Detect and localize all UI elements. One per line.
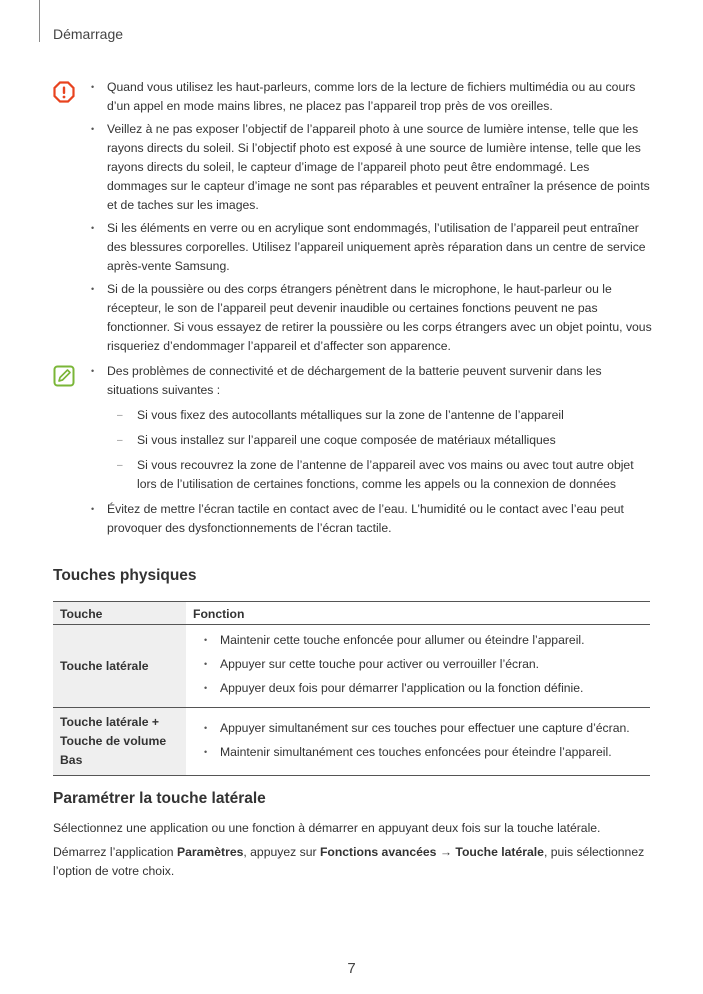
- caution-item: • Quand vous utilisez les haut-parleurs, comme lors de la lecture de fichiers multimédia ou au cours d’un appel en mode mains libres, ne placez pas l’appareil trop près de vos oreilles.: [107, 78, 653, 116]
- side-key-paragraph-2: [53, 843, 653, 881]
- side-key-heading: Paramétrer la touche latérale: [53, 790, 266, 807]
- section-title: Démarrage: [53, 26, 124, 42]
- para-text: Démarrez l’application: [53, 845, 177, 859]
- table-header-row: [53, 602, 650, 625]
- caution-list: [53, 78, 653, 356]
- para-text: , puis sélectionnez l’option de votre choix.: [53, 845, 645, 878]
- page-number: 7: [347, 960, 356, 977]
- menu-path-advanced: Fonctions avancées: [319, 845, 437, 859]
- caution-item: • Si de la poussière ou des corps étrangers pénètrent dans le microphone, le haut-parleur ou le récepteur, le son de l’appareil peut devenir inaudible ou certaines fonctions peuvent ne pas fonctionner. Si vous essayez de retirer la poussière ou les corps étrangers avec un objet pointu, vous risqueriez d’endommager l’appareil et d’affecter son apparence.: [107, 280, 653, 356]
- note-block: [53, 362, 653, 538]
- notes-area: [53, 78, 653, 542]
- function-item: • Maintenir simultanément ces touches enfoncées pour éteindre l’appareil.: [220, 743, 650, 762]
- function-cell: [186, 625, 650, 708]
- function-item: • Appuyer simultanément sur ces touches pour effectuer une capture d’écran.: [220, 719, 650, 738]
- key-cell: Touche latérale + Touche de volume Bas: [53, 708, 186, 776]
- note-subitem: – Si vous recouvrez la zone de l’antenne de l’appareil avec vos mains ou avec tout autre objet lors de l’utilisation de certaines fonctions, comme les appels ou la connexion de données: [137, 456, 653, 494]
- side-key-paragraph-1: Sélectionnez une application ou une fonction à démarrer en appuyant deux fois sur la touche latérale.: [53, 821, 601, 835]
- keys-table: [53, 601, 650, 776]
- keys-heading: Touches physiques: [53, 567, 197, 584]
- caution-item: • Si les éléments en verre ou en acrylique sont endommagés, l’utilisation de l’appareil peut entraîner des blessures corporelles. Utilisez l’appareil uniquement après réparation dans un centre de service après-vente Samsung.: [107, 219, 653, 276]
- function-cell: [186, 708, 650, 776]
- note-icon: [53, 365, 75, 387]
- table-row: [53, 708, 650, 776]
- note-list: [53, 362, 653, 538]
- caution-block: [53, 78, 653, 356]
- function-item: • Appuyer sur cette touche pour activer ou verrouiller l’écran.: [220, 655, 650, 674]
- key-cell: Touche latérale: [53, 625, 186, 708]
- note-item-text: Des problèmes de connectivité et de déchargement de la batterie peuvent survenir dans les situations suivantes :: [107, 364, 602, 397]
- menu-path-side-key: Touche latérale: [455, 845, 544, 859]
- function-item: • Maintenir cette touche enfoncée pour allumer ou éteindre l’appareil.: [220, 631, 650, 650]
- para-text: , appuyez sur: [243, 845, 320, 859]
- note-subitem: – Si vous installez sur l’appareil une coque composée de matériaux métalliques: [137, 431, 653, 450]
- note-subitem: – Si vous fixez des autocollants métalliques sur la zone de l’antenne de l’appareil: [137, 406, 653, 425]
- header-divider: [39, 0, 40, 42]
- caution-item: • Veillez à ne pas exposer l’objectif de l’appareil photo à une source de lumière intense, telle que les rayons directs du soleil. Si l’objectif photo est exposé à une source de lumière intense, telle que les rayons directs du soleil, le capteur d’image de l’appareil photo peut être endommagé. Les dommages sur le capteur d’image ne sont pas réparables et peuvent entraîner la présence de points et de taches sur les images.: [107, 120, 653, 215]
- note-item: [107, 362, 653, 494]
- note-sublist: [107, 406, 653, 494]
- note-item: • Évitez de mettre l’écran tactile en contact avec de l’eau. L’humidité ou le contact avec l’eau peut provoquer des dysfonctionnements de l’écran tactile.: [107, 500, 653, 538]
- caution-icon: [53, 81, 75, 103]
- function-item: • Appuyer deux fois pour démarrer l'application ou la fonction définie.: [220, 679, 650, 698]
- table-row: [53, 625, 650, 708]
- menu-path-settings: Paramètres: [176, 845, 244, 859]
- table-header-fonction: Fonction: [186, 602, 650, 625]
- arrow-glyph: →: [436, 845, 456, 859]
- table-header-touche: Touche: [53, 602, 186, 625]
